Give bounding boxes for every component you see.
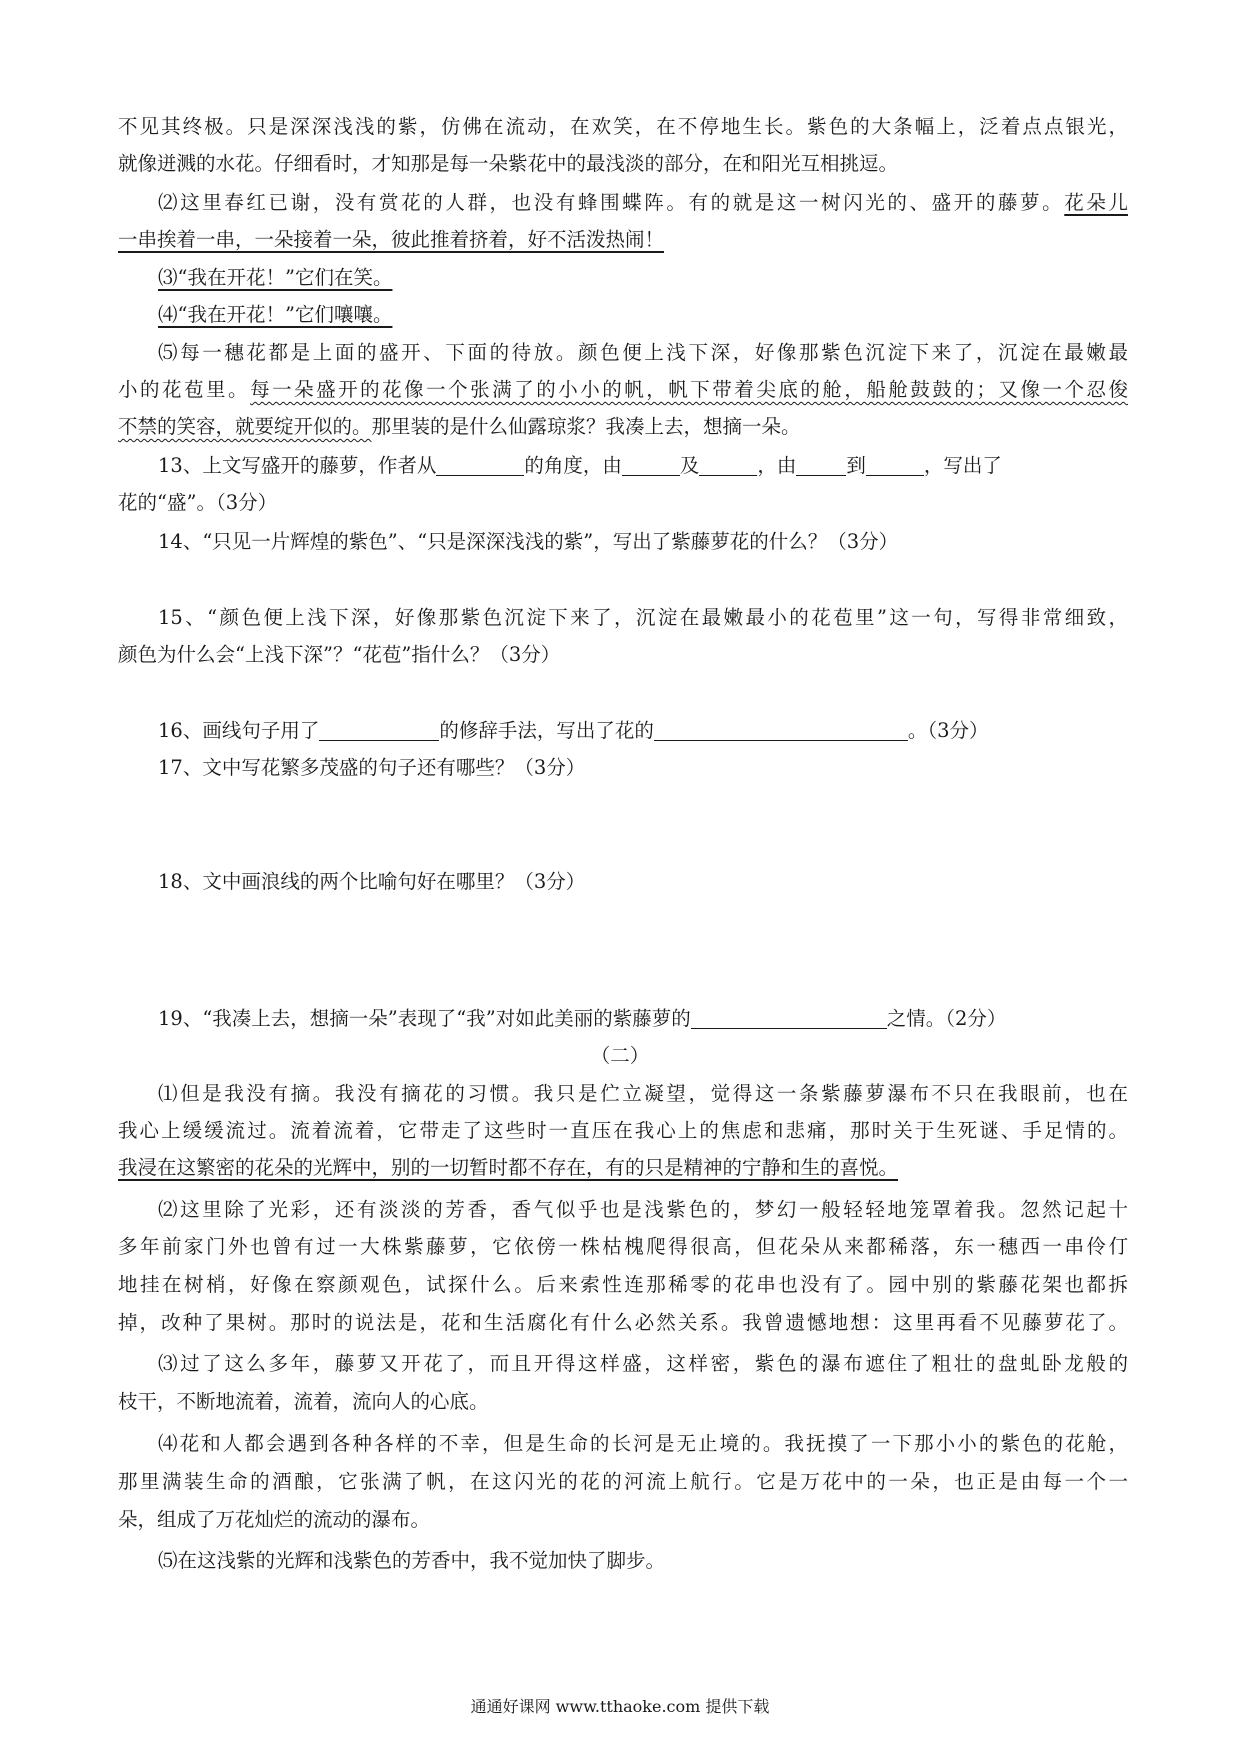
wavy-sentence-cont: 不禁的笑容，就要绽开似的。: [118, 415, 372, 438]
q13-text-d: ，由: [757, 454, 797, 477]
passage1-line1: 不见其终极。只是深深浅浅的紫，仿佛在流动，在欢笑，在不停地生长。紫色的大条幅上，泛着点点银光，: [118, 115, 1128, 138]
question-15-line1: 15、“颜色便上浅下深，好像那紫色沉淀下来了，沉淀在最嫩最小的花苞里”这一句，写得非常细致，: [158, 606, 1128, 629]
underlined-sentence-cont: 一串挨着一串，一朵接着一朵，彼此推着挤着，好不活泼热闹！: [118, 228, 665, 251]
underlined-sentence: 花朵儿: [1064, 191, 1128, 214]
section2-para1-line3: [118, 1154, 1128, 1182]
section2-para2-line3: 地挂在树梢，好像在察颜观色，试探什么。后来索性连那稀零的花串也没有了。园中别的紫藤花架也都拆: [118, 1273, 1128, 1296]
passage1-line2: 就像迸溅的水花。仔细看时，才知那是每一朵紫花中的最浅淡的部分，在和阳光互相挑逗。: [118, 152, 899, 175]
section2-para2-line1: ⑵这里除了光彩，还有淡淡的芳香，香气似乎也是浅紫色的，梦幻一般轻轻地笼罩着我。忽然记起十: [158, 1198, 1128, 1221]
passage1-para2-line1: [158, 189, 1128, 217]
section-heading: （二）: [590, 1044, 650, 1067]
q13-text-e: 到: [846, 454, 866, 477]
question-15-line2: 颜色为什么会“上浅下深”？“花苞”指什么？（3分）: [118, 643, 561, 666]
q16-text-b: 的修辞手法，写出了花的: [439, 719, 654, 742]
passage1-para2-line2: [118, 226, 1128, 254]
para2-text: ⑵这里春红已谢，没有赏花的人群，也没有蜂围蝶阵。有的就是这一树闪光的、盛开的藤萝。: [158, 191, 1065, 214]
section2-para4-line1: ⑷花和人都会遇到各种各样的不幸，但是生命的长河是无止境的。我抚摸了一下那小小的紫色的花舱，: [158, 1432, 1128, 1455]
question-14: 14、“只见一片辉煌的紫色”、“只是深深浅浅的紫”，写出了紫藤萝花的什么？（3分）: [158, 530, 899, 553]
q19-text-b: 之情。（2分）: [886, 1007, 1007, 1030]
q16-text-c: 。（3分）: [907, 719, 989, 742]
q16-blank-1[interactable]: [319, 720, 439, 741]
question-19: [158, 1005, 1128, 1033]
underlined-sentence-2: 我浸在这繁密的花朵的光辉中，别的一切暂时都不存在，有的只是精神的宁静和生的喜悦。: [118, 1156, 899, 1179]
section2-para2-line2: 多年前家门外也曾有过一大株紫藤萝，它依傍一株枯槐爬得很高，但花朵从来都稀落，东一穗西一串伶仃: [118, 1235, 1128, 1258]
q13-text-c: 及: [679, 454, 700, 477]
q13-blank-4[interactable]: [796, 455, 846, 476]
q19-blank[interactable]: [691, 1008, 887, 1029]
q16-blank-2[interactable]: [654, 720, 908, 741]
q13-blank-5[interactable]: [866, 455, 924, 476]
section2-para2-line4: 掉，改种了果树。那时的说法是，花和生活腐化有什么必然关系。我曾遗憾地想：这里再看不见藤萝花了。: [118, 1311, 1128, 1334]
passage1-para3: [158, 264, 1128, 292]
section2-para1-line1: ⑴但是我没有摘。我没有摘花的习惯。我只是伫立凝望，觉得这一条紫藤萝瀑布不只在我眼前，也在: [158, 1082, 1128, 1105]
question-13: [158, 452, 1128, 480]
question-13-cont: 花的“盛”。（3分）: [118, 491, 278, 514]
q16-text-a: 16、画线句子用了: [158, 719, 320, 742]
section2-para1-line2: 我心上缓缓流过。流着流着，它带走了这些时一直压在我心上的焦虑和悲痛，那时关于生死谜、手足情的。: [118, 1119, 1128, 1142]
passage1-para5-line3: [118, 413, 1128, 441]
section2-para3-line1: ⑶过了这么多年，藤萝又开花了，而且开得这样盛，这样密，紫色的瀑布遮住了粗壮的盘虬卧龙般的: [158, 1352, 1128, 1375]
question-18: 18、文中画浪线的两个比喻句好在哪里？（3分）: [158, 870, 586, 893]
passage1-para5-line1: ⑸每一穗花都是上面的盛开、下面的待放。颜色便上浅下深，好像那紫色沉淀下来了，沉淀在最嫩最: [158, 341, 1128, 364]
passage1-para5-line2: [118, 376, 1128, 404]
q19-text-a: 19、“我凑上去，想摘一朵”表现了“我”对如此美丽的紫藤萝的: [158, 1007, 691, 1030]
passage1-para4: [158, 301, 1128, 329]
para5-text: 小的花苞里。: [118, 378, 251, 401]
para3-text: ⑶“我在开花！”它们在笑。: [158, 266, 393, 289]
section2-para4-line3: 朵，组成了万花灿烂的流动的瀑布。: [118, 1508, 431, 1531]
q13-blank-1[interactable]: [436, 455, 524, 476]
q13-text-b: 的角度，由: [524, 454, 622, 477]
q13-blank-3[interactable]: [699, 455, 757, 476]
question-17: 17、文中写花繁多茂盛的句子还有哪些？（3分）: [158, 756, 586, 779]
question-16: [158, 717, 1128, 745]
section2-para4-line2: 那里满装生命的酒酿，它张满了帆，在这闪光的花的河流上航行。它是万花中的一朵，也正是由每一个一: [118, 1470, 1128, 1493]
section2-para3-line2: 枝干，不断地流着，流着，流向人的心底。: [118, 1390, 489, 1413]
para5-text-end: 那里装的是什么仙露琼浆？我凑上去，想摘一朵。: [371, 415, 801, 438]
page-footer: 通通好课网 www.tthaoke.com 提供下载: [470, 1697, 770, 1716]
wavy-sentence: 每一朵盛开的花像一个张满了的小小的帆，帆下带着尖底的舱，船舱鼓鼓的；又像一个忍俊: [250, 378, 1128, 401]
q13-text-f: ，写出了: [923, 454, 1002, 477]
para4-text: ⑷“我在开花！”它们嚷嚷。: [158, 303, 393, 326]
section2-para5: ⑸在这浅紫的光辉和浅紫色的芳香中，我不觉加快了脚步。: [158, 1549, 666, 1572]
q13-text-a: 13、上文写盛开的藤萝，作者从: [158, 454, 437, 477]
q13-blank-2[interactable]: [622, 455, 680, 476]
